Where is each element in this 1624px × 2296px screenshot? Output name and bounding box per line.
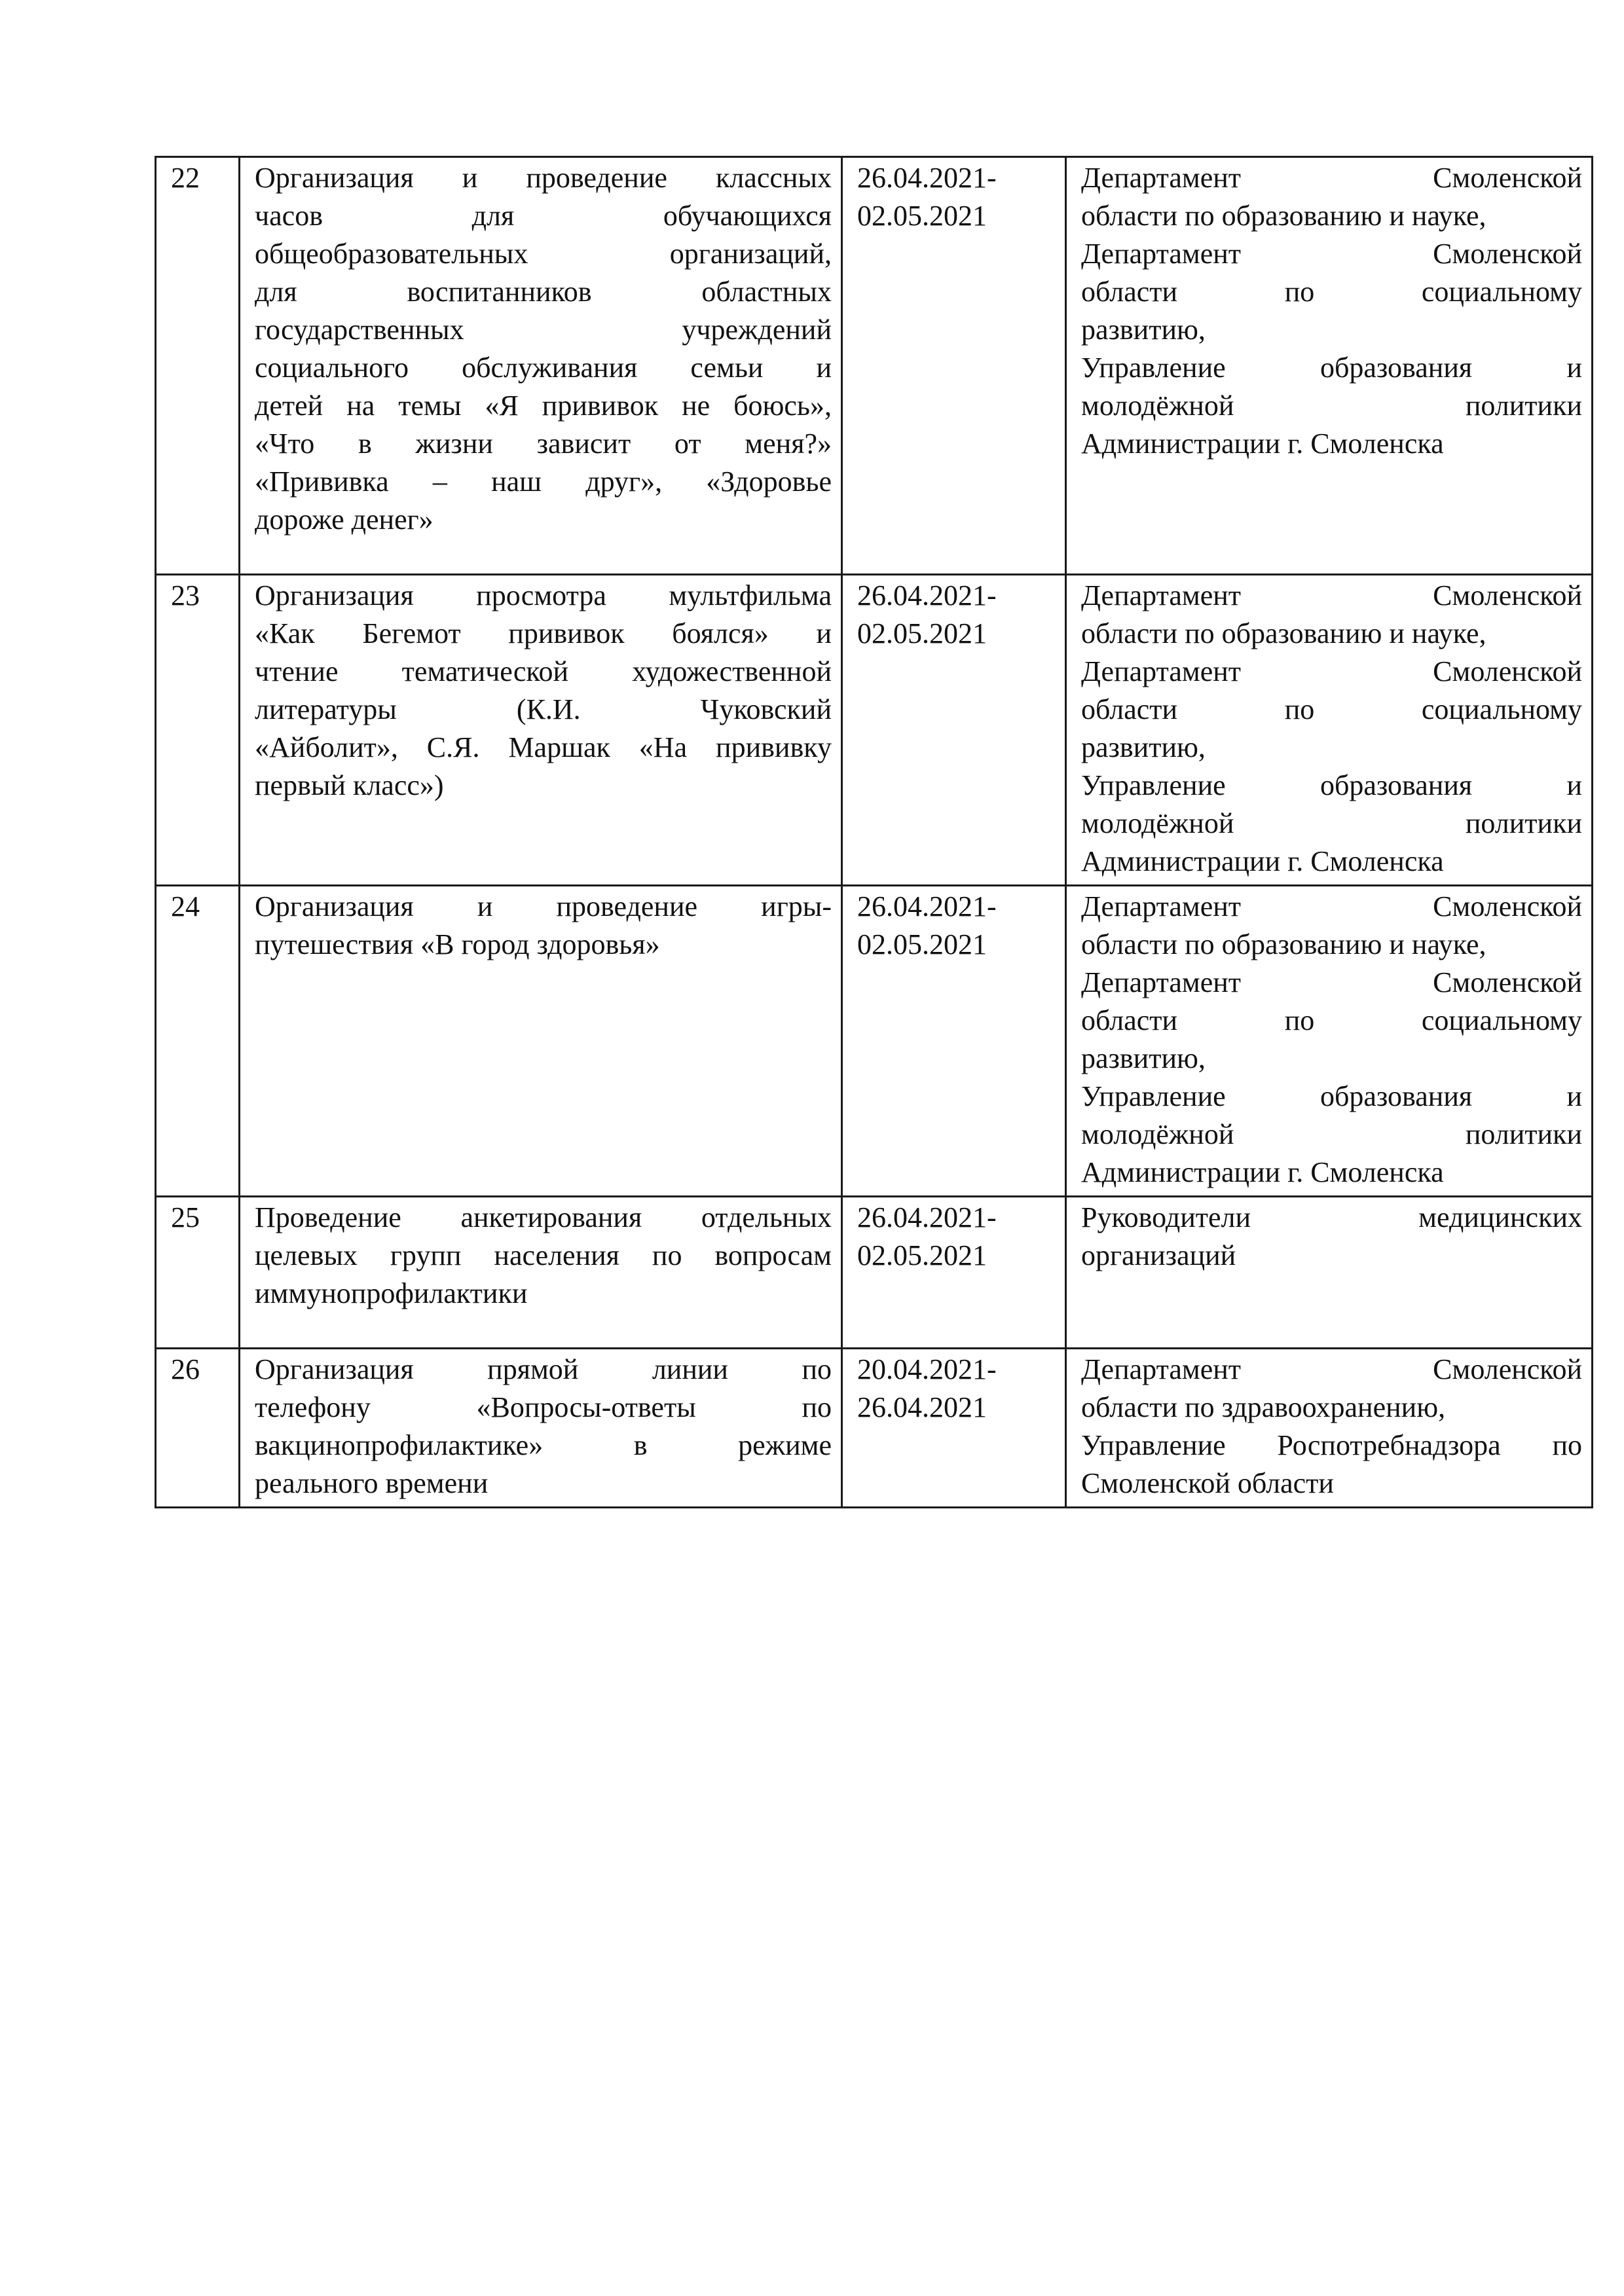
event-title-line: путешествия «В город здоровья» — [255, 928, 660, 960]
period-end: 02.05.2021 — [857, 617, 987, 649]
event-title-line: «Прививка – наш друг», «Здоровье — [255, 465, 832, 498]
event-title-line: литературы (К.И. Чуковский — [255, 693, 832, 725]
event-title-line: вакцинопрофилактике» в режиме — [255, 1429, 832, 1461]
responsible-line: Управление Роспотребнадзора по — [1081, 1429, 1582, 1461]
row-number-text: 24 — [171, 890, 200, 922]
responsible-line: области по здравоохранению, — [1081, 1391, 1446, 1423]
event-title-line: для воспитанников областных — [255, 276, 832, 308]
event-title — [240, 1349, 842, 1508]
responsible-line: развитию, — [1081, 1042, 1206, 1074]
responsible-parties — [1066, 886, 1593, 1197]
responsible-line: Руководители медицинских — [1081, 1201, 1582, 1233]
event-period — [842, 157, 1066, 575]
event-title — [240, 1197, 842, 1349]
responsible-line: области по социальному — [1081, 276, 1582, 308]
responsible-line: Управление образования и — [1081, 769, 1582, 801]
responsible-line: Департамент Смоленской — [1081, 1353, 1582, 1385]
responsible-line: Департамент Смоленской — [1081, 966, 1582, 998]
table-row — [156, 1197, 1593, 1349]
event-title-line: первый класс») — [255, 769, 444, 801]
responsible-line: развитию, — [1081, 314, 1206, 346]
event-period — [842, 1197, 1066, 1349]
responsible-line: области по образованию и науке, — [1081, 928, 1486, 960]
responsible-line: молодёжной политики — [1081, 807, 1582, 839]
responsible-line: Управление образования и — [1081, 1080, 1582, 1112]
events-table — [155, 156, 1593, 1508]
period-end: 26.04.2021 — [857, 1391, 987, 1423]
row-number — [156, 157, 240, 575]
responsible-parties — [1066, 575, 1593, 886]
event-title-line: чтение тематической художественной — [255, 655, 832, 687]
period-end: 02.05.2021 — [857, 200, 987, 232]
event-title-line: реального времени — [255, 1467, 489, 1499]
responsible-line: Департамент Смоленской — [1081, 162, 1582, 194]
row-number — [156, 575, 240, 886]
period-start: 26.04.2021- — [857, 162, 997, 194]
responsible-line: Управление образования и — [1081, 352, 1582, 384]
row-number-text: 23 — [171, 579, 200, 611]
period-start: 26.04.2021- — [857, 890, 997, 922]
responsible-line: организаций — [1081, 1239, 1236, 1271]
row-number-text: 25 — [171, 1201, 200, 1233]
period-end: 02.05.2021 — [857, 1239, 987, 1271]
event-title — [240, 886, 842, 1197]
responsible-line: развитию, — [1081, 731, 1206, 763]
event-title-line: социального обслуживания семьи и — [255, 352, 832, 384]
responsible-line: Департамент Смоленской — [1081, 655, 1582, 687]
event-title-line: часов для обучающихся — [255, 200, 832, 232]
event-title-line: целевых групп населения по вопросам — [255, 1239, 832, 1271]
event-title-line: Организация просмотра мультфильма — [255, 579, 832, 611]
event-title — [240, 575, 842, 886]
period-start: 26.04.2021- — [857, 1201, 997, 1233]
responsible-line: Департамент Смоленской — [1081, 238, 1582, 270]
responsible-line: молодёжной политики — [1081, 390, 1582, 422]
responsible-line: Администрации г. Смоленска — [1081, 1156, 1444, 1188]
responsible-line: области по образованию и науке, — [1081, 617, 1486, 649]
period-start: 26.04.2021- — [857, 579, 997, 611]
period-end: 02.05.2021 — [857, 928, 987, 960]
event-title-line: телефону «Вопросы-ответы по — [255, 1391, 832, 1423]
event-period — [842, 575, 1066, 886]
event-title-line: Организация и проведение игры- — [255, 890, 832, 922]
event-title-line: «Как Бегемот прививок боялся» и — [255, 617, 832, 649]
responsible-line: молодёжной политики — [1081, 1118, 1582, 1150]
event-title — [240, 157, 842, 575]
event-title-line: Организация прямой линии по — [255, 1353, 832, 1385]
responsible-line: области по образованию и науке, — [1081, 200, 1486, 232]
responsible-line: области по социальному — [1081, 1004, 1582, 1036]
responsible-parties — [1066, 1197, 1593, 1349]
responsible-parties — [1066, 1349, 1593, 1508]
responsible-line: Смоленской области — [1081, 1467, 1334, 1499]
responsible-line: Департамент Смоленской — [1081, 890, 1582, 922]
event-title-line: «Что в жизни зависит от меня?» — [255, 428, 832, 460]
responsible-line: области по социальному — [1081, 693, 1582, 725]
table-row — [156, 1349, 1593, 1508]
period-start: 20.04.2021- — [857, 1353, 997, 1385]
event-period — [842, 886, 1066, 1197]
responsible-line: Департамент Смоленской — [1081, 579, 1582, 611]
table-row — [156, 157, 1593, 575]
table-row — [156, 886, 1593, 1197]
event-title-line: «Айболит», С.Я. Маршак «На прививку — [255, 731, 832, 763]
row-number — [156, 1197, 240, 1349]
responsible-line: Администрации г. Смоленска — [1081, 428, 1444, 460]
responsible-line: Администрации г. Смоленска — [1081, 845, 1444, 877]
row-number — [156, 886, 240, 1197]
table-row — [156, 575, 1593, 886]
event-title-line: дороже денег» — [255, 503, 434, 536]
event-title-line: иммунопрофилактики — [255, 1277, 528, 1309]
event-title-line: Организация и проведение классных — [255, 162, 832, 194]
event-title-line: государственных учреждений — [255, 314, 832, 346]
responsible-parties — [1066, 157, 1593, 575]
row-number — [156, 1349, 240, 1508]
row-number-text: 26 — [171, 1353, 200, 1385]
event-title-line: общеобразовательных организаций, — [255, 238, 832, 270]
event-title-line: детей на темы «Я прививок не боюсь», — [255, 390, 832, 422]
row-number-text: 22 — [171, 162, 200, 194]
event-title-line: Проведение анкетирования отдельных — [255, 1201, 832, 1233]
event-period — [842, 1349, 1066, 1508]
